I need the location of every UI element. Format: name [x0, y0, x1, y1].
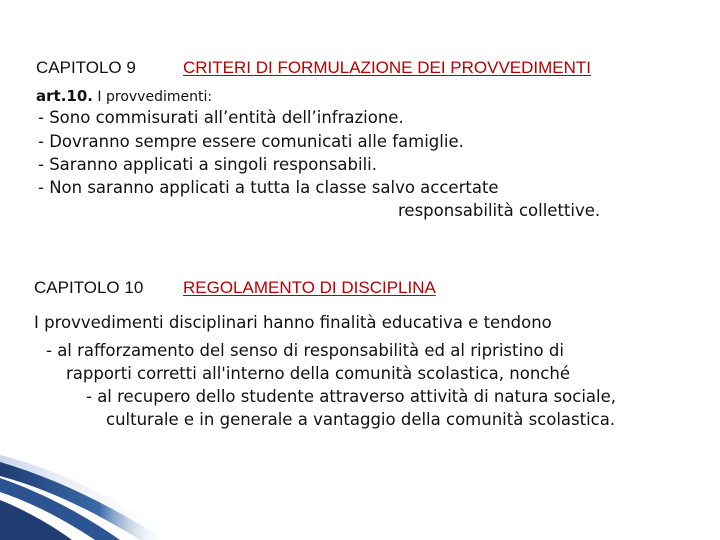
chapter9-item-4-continuation: responsabilità collettive. [398, 201, 601, 220]
chapter9-art-text: I provvedimenti: [97, 89, 213, 105]
chapter10-line-1: I provvedimenti disciplinari hanno finalità educativa e tendono [34, 313, 552, 332]
chapter10-title: REGOLAMENTO DI DISCIPLINA [183, 278, 436, 297]
chapter9-item-2: - Dovranno sempre essere comunicati alle famiglie. [38, 132, 464, 151]
chapter9-label: CAPITOLO 9 [36, 58, 136, 77]
chapter10-line-5: culturale e in generale a vantaggio della comunità scolastica. [106, 410, 616, 429]
chapter9-title: CRITERI DI FORMULAZIONE DEI PROVVEDIMENTI [183, 58, 592, 77]
chapter9-art-label: art.10. [36, 87, 93, 105]
chapter10-line-2: - al rafforzamento del senso di responsabilità ed al ripristino di [46, 341, 564, 360]
chapter10-label: CAPITOLO 10 [34, 278, 144, 297]
chapter10-line-3: rapporti corretti all'interno della comunità scolastica, nonché [66, 364, 570, 383]
chapter9-item-1: - Sono commisurati all’entità dell’infrazione. [38, 108, 404, 127]
chapter9-item-3: - Saranno applicati a singoli responsabili. [38, 155, 377, 174]
chapter10-line-4: - al recupero dello studente attraverso attività di natura sociale, [86, 387, 616, 406]
chapter9-item-4: - Non saranno applicati a tutta la classe salvo accertate [38, 178, 499, 197]
